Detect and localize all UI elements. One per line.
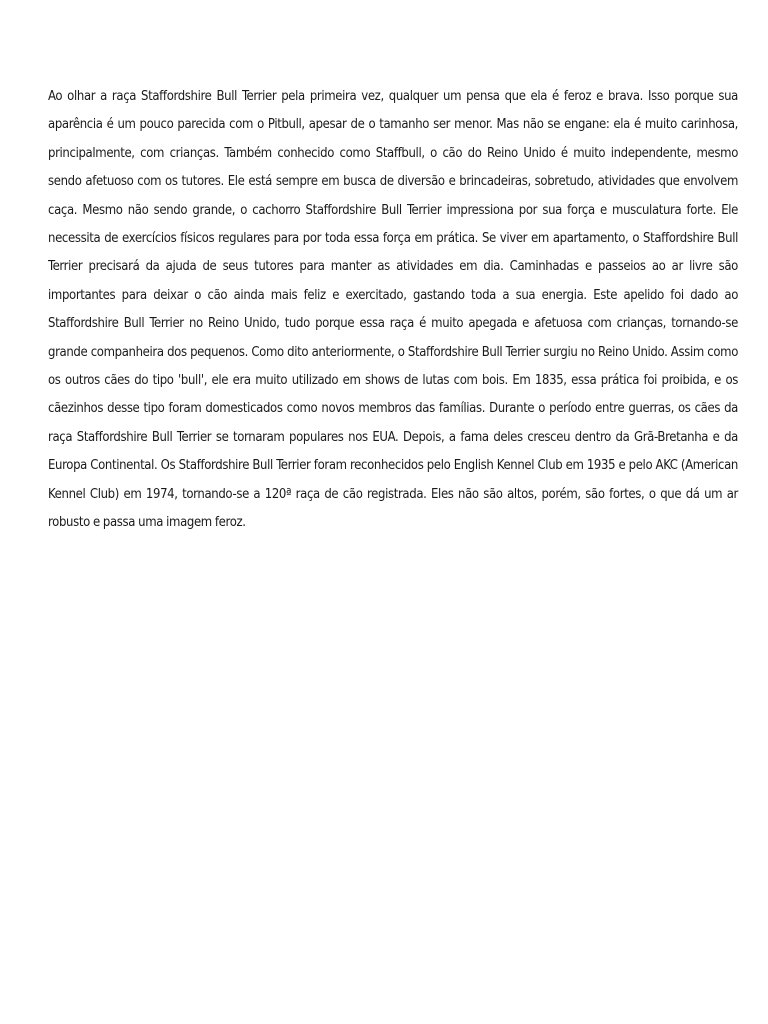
- body-paragraph: Ao olhar a raça Staffordshire Bull Terrier pela primeira vez, qualquer um pensa que ela é feroz e brava. Isso porque sua aparência é um pouco parecida com o Pitbull, apesar de o tamanho ser menor. Mas não se engane: ela é muito carinhosa, principalmente, com crianças. Também conhecido como Staffbull, o cão do Reino Unido é muito independente, mesmo sendo afetuoso com os tutores. Ele está sempre em busca de diversão e brincadeiras, sobretudo, atividades que envolvem caça. Mesmo não sendo grande, o cachorro Staffordshire Bull Terrier impressiona por sua força e musculatura forte. Ele necessita de exercícios físicos regulares para por toda essa força em prática. Se viver em apartamento, o Staffordshire Bull Terrier precisará da ajuda de seus tutores para manter as atividades em dia. Caminhadas e passeios ao ar livre são importantes para deixar o cão ainda mais feliz e exercitado, gastando toda a sua energia. Este apelido foi dado ao Staffordshire Bull Terrier no Reino Unido, tudo porque essa raça é muito apegada e afetuosa com crianças, tornando-se grande companheira dos pequenos. Como dito anteriormente, o Staffordshire Bull Terrier surgiu no Reino Unido. Assim como os outros cães do tipo 'bull', ele era muito utilizado em shows de lutas com bois. Em 1835, essa prática foi proibida, e os cãezinhos desse tipo foram domesticados como novos membros das famílias. Durante o período entre guerras, os cães da raça Staffordshire Bull Terrier se tornaram populares nos EUA. Depois, a fama deles cresceu dentro da Grã-Bretanha e da Europa Continental. Os Staffordshire Bull Terrier foram reconhecidos pelo English Kennel Club em 1935 e pelo AKC (American Kennel Club) em 1974, tornando-se a 120ª raça de cão registrada. Eles não são altos, porém, são fortes, o que dá um ar robusto e passa uma imagem feroz.: [48, 89, 738, 531]
